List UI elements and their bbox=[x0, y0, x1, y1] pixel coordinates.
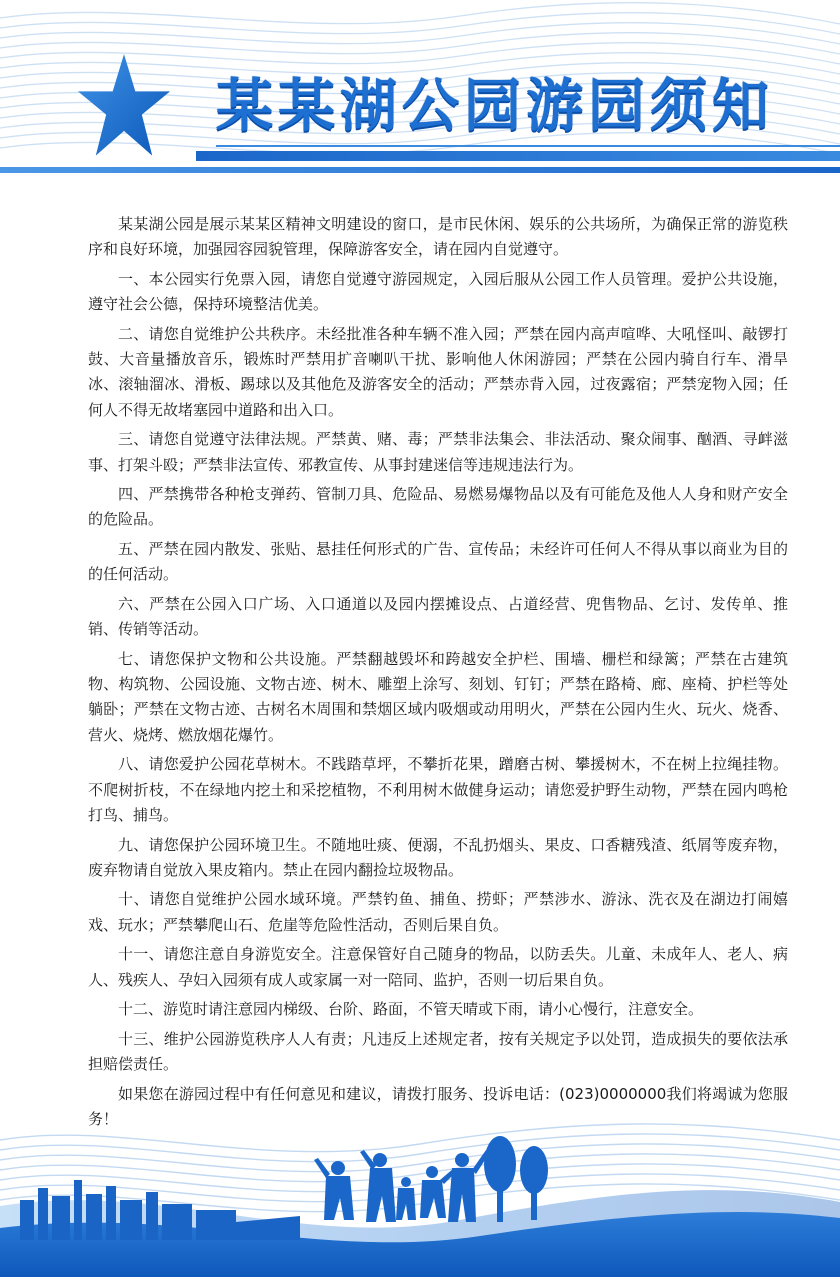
rule-1: 一、本公园实行免票入园，请您自觉遵守游园规定，入园后服从公园工作人员管理。爱护公共设施，遵守社会公德，保持环境整洁优美。 bbox=[88, 269, 788, 314]
intro-paragraph: 某某湖公园是展示某某区精神文明建设的窗口，是市民休闲、娱乐的公共场所，为确保正常的游览秩序和良好环境，加强园容园貌管理，保障游客安全，请在园内自觉遵守。 bbox=[88, 215, 788, 259]
star-icon bbox=[76, 52, 172, 160]
rule-13: 十三、维护公园游览秩序人人有责；凡违反上述规定者，按有关规定予以处罚，造成损失的要依法承担赔偿责任。 bbox=[88, 1029, 788, 1074]
title-underline-thick bbox=[196, 151, 840, 161]
notice-body bbox=[88, 212, 788, 1137]
rule-12: 十二、游览时请注意园内梯级、台阶、路面，不管天晴或下雨，请小心慢行，注意安全。 bbox=[118, 1000, 704, 1019]
rule-4: 四、严禁携带各种枪支弹药、管制刀具、危险品、易燃易爆物品以及有可能危及他人人身和财产安全的危险品。 bbox=[88, 485, 788, 529]
rule-8: 八、请您爱护公园花草树木。不践踏草坪，不攀折花果，蹭磨古树、攀援树木，不在树上拉绳挂物。不爬树折枝，不在绿地内挖土和采挖植物，不利用树木做健身运动；请您爱护野生动物，严禁在园内鸣枪打鸟、捕鸟。 bbox=[88, 755, 788, 824]
rule-3: 三、请您自觉遵守法律法规。严禁黄、赌、毒；严禁非法集会、非法活动、聚众闹事、酗酒、寻衅滋事、打架斗殴；严禁非法宣传、邪教宣传、从事封建迷信等违规违法行为。 bbox=[88, 430, 788, 474]
rule-5: 五、严禁在园内散发、张贴、悬挂任何形式的广告、宣传品；未经许可任何人不得从事以商业为目的的任何活动。 bbox=[88, 540, 788, 584]
rule-6: 六、严禁在公园入口广场、入口通道以及园内摆摊设点、占道经营、兜售物品、乞讨、发传单、推销、传销等活动。 bbox=[88, 594, 788, 639]
footer-decoration bbox=[0, 1110, 840, 1277]
rule-7: 七、请您保护文物和公共设施。严禁翻越毁坏和跨越安全护栏、围墙、栅栏和绿篱；严禁在古建筑物、构筑物、公园设施、文物古迹、树木、雕塑上涂写、刻划、钉钉；严禁在路椅、廊、座椅、护栏等处躺卧；严禁在文物古迹、古树名木周围和禁烟区域内吸烟或动用明火，严禁在公园内生火、玩火、烧香、营火、烧烤、燃放烟花爆竹。 bbox=[88, 649, 788, 744]
contact-paragraph: 如果您在游园过程中有任何意见和建议，请拨打服务、投诉电话：(023)0000000我们将竭诚为您服务！ bbox=[88, 1084, 788, 1128]
page-title: 某某湖公园游园须知 bbox=[216, 73, 774, 139]
header-divider bbox=[0, 167, 840, 173]
rule-10: 十、请您自觉维护公园水域环境。严禁钓鱼、捕鱼、捞虾；严禁涉水、游泳、洗衣及在湖边打闹嬉戏、玩水；严禁攀爬山石、危崖等危险性活动，否则后果自负。 bbox=[88, 890, 788, 934]
rule-9: 九、请您保护公园环境卫生。不随地吐痰、便溺，不乱扔烟头、果皮、口香糖残渣、纸屑等废弃物，废弃物请自觉放入果皮箱内。禁止在园内翻捡垃圾物品。 bbox=[88, 835, 788, 879]
title-underline-thin bbox=[216, 145, 840, 147]
rule-11: 十一、请您注意自身游览安全。注意保管好自己随身的物品，以防丢失。儿童、未成年人、老人、病人、残疾人、孕妇入园须有成人或家属一对一陪同、监护，否则一切后果自负。 bbox=[88, 945, 788, 989]
rule-2: 二、请您自觉维护公共秩序。未经批准各种车辆不准入园；严禁在园内高声喧哗、大吼怪叫、敲锣打鼓、大音量播放音乐，锻炼时严禁用扩音喇叭干扰、影响他人休闲游园；严禁在公园内骑自行车、滑旱冰、滚轴溜冰、滑板、踢球以及其他危及游客安全的活动；严禁赤背入园，过夜露宿；严禁宠物入园；任何人不得无故堵塞园中道路和出入口。 bbox=[88, 324, 788, 419]
